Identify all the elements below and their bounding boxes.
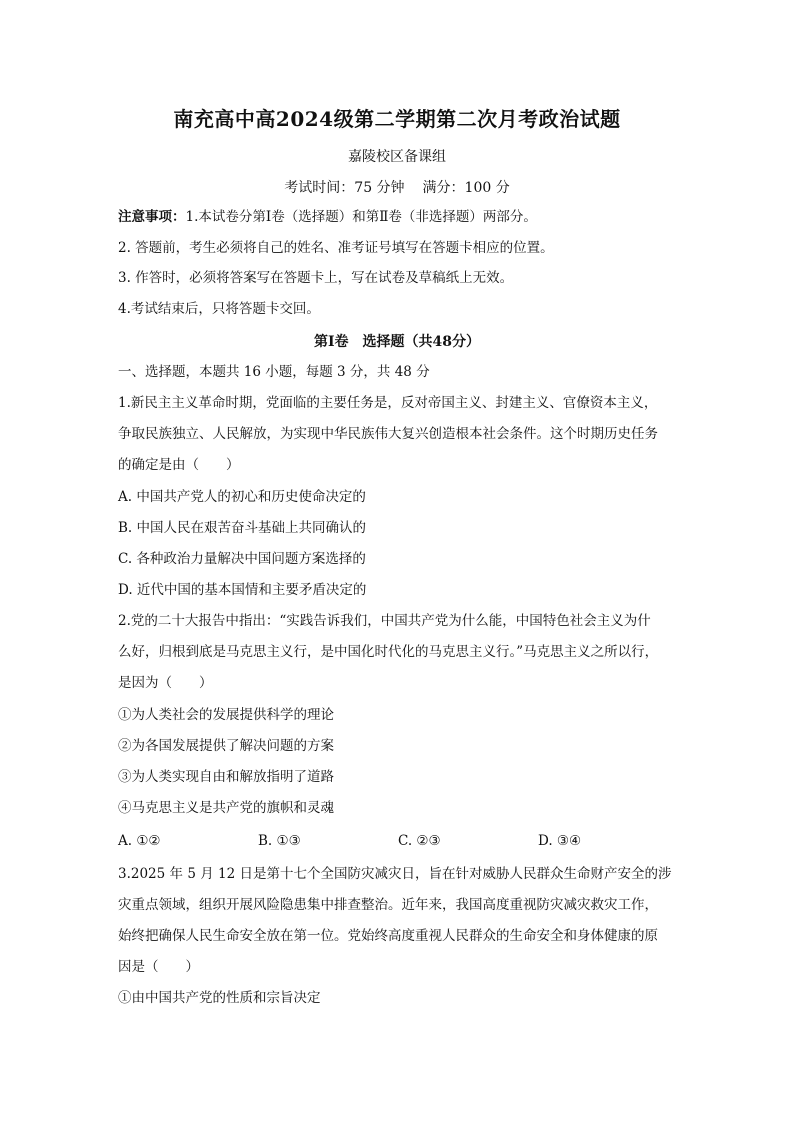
q3-stem-line-2: 灾重点领域，组织开展风险隐患集中排查整治。近年来，我国高度重视防灾减灾救灾工作， (118, 897, 658, 913)
q1-stem-line-3: 的确定是由（ ） (118, 457, 240, 473)
section-intro: 一、选择题，本题共 16 小题，每题 3 分，共 48 分 (118, 364, 430, 380)
q3-stem-line-3: 始终把确保人民生命安全放在第一位。党始终高度重视人民群众的生命安全和身体健康的原 (118, 928, 658, 944)
q1-stem-line-2: 争取民族独立、人民解放，为实现中华民族伟大复兴创造根本社会条件。这个时期历史任务 (118, 426, 658, 442)
q3-stem-line-4: 因是（ ） (118, 959, 199, 975)
q2-statement-2: ②为各国发展提供了解决问题的方案 (118, 738, 334, 754)
notice-label: 注意事项： (118, 209, 186, 225)
exam-time-score (0, 177, 794, 197)
notice-item-4: 4.考试结束后，只将答题卡交回。 (118, 301, 320, 317)
notice-item-1: 1.本试卷分第Ⅰ卷（选择题）和第Ⅱ卷（非选择题）两部分。 (185, 209, 537, 225)
q2-option-d: D. ③④ (538, 833, 582, 849)
q2-option-c: C. ②③ (398, 833, 441, 849)
q1-option-a: A. 中国共产党人的初心和历史使命决定的 (118, 489, 366, 505)
q2-statement-4: ④马克思主义是共产党的旗帜和灵魂 (118, 800, 334, 816)
exam-time: 考试时间：75 分钟 (284, 180, 405, 196)
q2-option-a: A. ①② (118, 833, 161, 849)
full-score: 满分：100 分 (422, 180, 510, 196)
notice-line-1 (118, 207, 688, 227)
exam-title: 南充高中高2024级第二学期第二次月考政治试题 (173, 107, 621, 131)
q2-option-b: B. ①③ (258, 833, 301, 849)
section-title-part: 第Ⅰ卷 (313, 334, 349, 350)
notice-item-3: 3. 作答时，必须将答案写在答题卡上，写在试卷及草稿纸上无效。 (118, 270, 514, 286)
q3-stem-line-1: 3.2025 年 5 月 12 日是第十七个全国防灾减灾日，旨在针对威胁人民群众生命财产安全的涉 (118, 866, 672, 882)
q1-stem-line-1: 1.新民主主义革命时期，党面临的主要任务是，反对帝国主义、封建主义、官僚资本主义， (118, 395, 658, 411)
q2-stem-line-3: 是因为（ ） (118, 675, 213, 691)
q3-statement-1: ①由中国共产党的性质和宗旨决定 (118, 990, 321, 1006)
q2-options (118, 833, 688, 853)
q2-stem-line-2: 么好，归根到底是马克思主义行，是中国化时代化的马克思主义行。”马克思主义之所以行， (118, 644, 659, 660)
notice-item-2: 2. 答题前，考生必须将自己的姓名、准考证号填写在答题卡相应的位置。 (118, 240, 554, 256)
section-title (0, 331, 794, 351)
q2-statement-3: ③为人类实现自由和解放指明了道路 (118, 769, 334, 785)
q2-stem-line-1: 2.党的二十大报告中指出：“实践告诉我们，中国共产党为什么能，中国特色社会主义为什 (118, 613, 651, 629)
q1-option-d: D. 近代中国的基本国情和主要矛盾决定的 (118, 582, 367, 598)
q1-option-c: C. 各种政治力量解决中国问题方案选择的 (118, 551, 366, 567)
q1-option-b: B. 中国人民在艰苦奋斗基础上共同确认的 (118, 520, 367, 536)
section-title-name: 选择题（共48分） (362, 334, 481, 350)
q2-statement-1: ①为人类社会的发展提供科学的理论 (118, 707, 334, 723)
exam-subtitle: 嘉陵校区备课组 (348, 149, 446, 165)
